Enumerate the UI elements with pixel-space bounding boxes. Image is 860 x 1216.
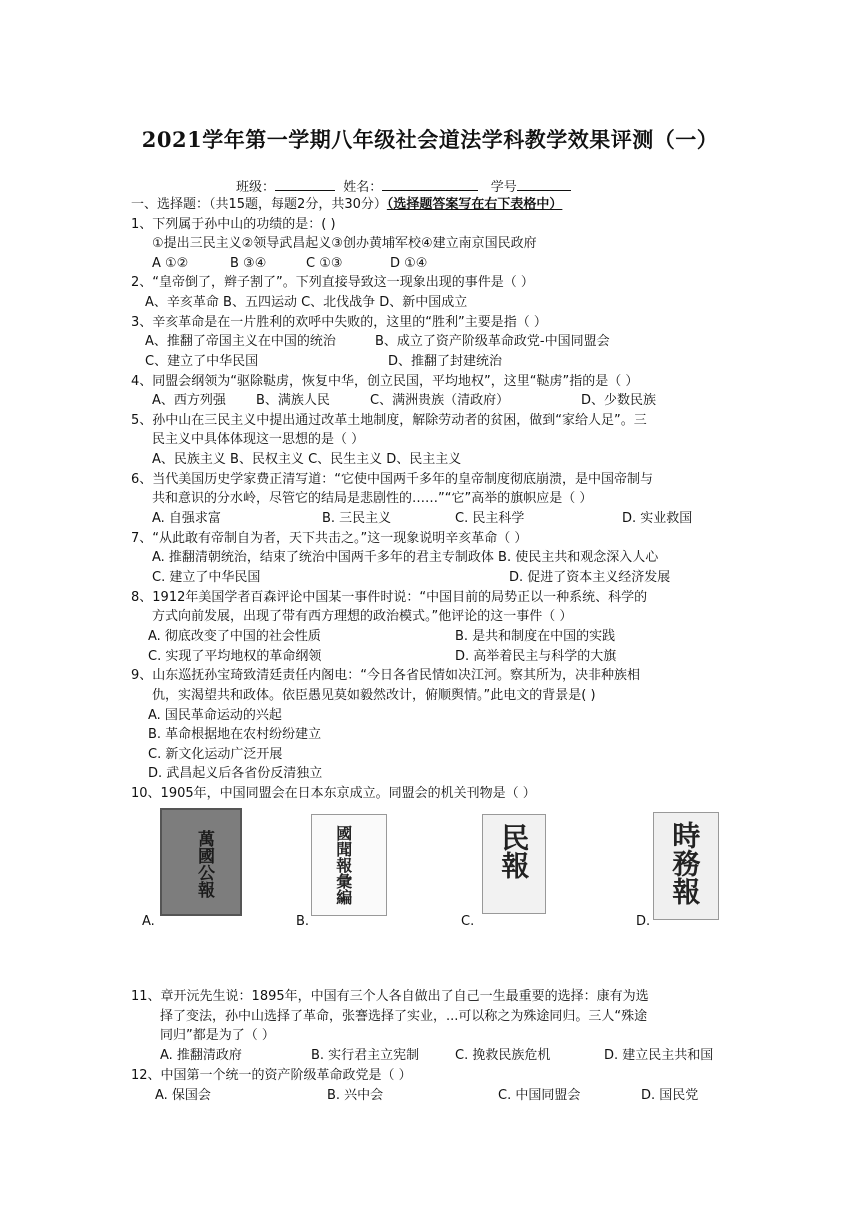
question-stem: ①提出三民主义②领导武昌起义③创办黄埔军校④建立南京国民政府 (152, 236, 537, 251)
option: A. 彻底改变了中国的社会性质 (148, 629, 321, 644)
option: B ③④ (230, 256, 267, 271)
option: A. 保国会 (155, 1088, 211, 1103)
newspaper-title: 時務報 (668, 821, 702, 905)
question-stem: 7、“从此敢有帝制自为者，天下共击之。”这一现象说明辛亥革命（ ） (131, 531, 528, 546)
option: B. 实行君主立宪制 (311, 1048, 420, 1063)
class-label: 班级： (236, 180, 276, 195)
student-id-field[interactable] (517, 178, 571, 191)
option: C. 实现了平均地权的革命纲领 (148, 649, 322, 664)
newspaper-image-c (482, 814, 546, 914)
option-label: C. (461, 914, 475, 929)
option: B、成立了资产阶级革命政党-中国同盟会 (375, 334, 610, 349)
option: A. 国民革命运动的兴起 (148, 708, 282, 723)
question-stem: 择了变法，孙中山选择了革命，张謇选择了实业，...可以称之为殊途同归。三人“殊途 (160, 1009, 648, 1024)
option-label: D. (636, 914, 651, 929)
answer-note: （选择题答案写在右下表格中） (386, 197, 563, 212)
question-stem: 1、下列属于孙中山的功绩的是：( ) (131, 217, 336, 232)
option: A、辛亥革命 B、五四运动 C、北伐战争 D、新中国成立 (145, 295, 468, 310)
newspaper-image-a (160, 808, 242, 916)
class-field[interactable] (275, 178, 335, 191)
option: B. 三民主义 (322, 511, 392, 526)
option: C、建立了中华民国 (145, 354, 259, 369)
question-stem: 9、山东巡抚孙宝琦致清廷责任内阁电：“今日各省民情如决江河。察其所为，决非种族相 (131, 668, 641, 683)
question-stem: 共和意识的分水岭，尽管它的结局是悲剧性的……”“它”高举的旗帜应是（ ） (152, 491, 593, 506)
option: D. 高举着民主与科学的大旗 (455, 649, 617, 664)
option: B. 革命根据地在农村纷纷建立 (148, 727, 322, 742)
option: A、推翻了帝国主义在中国的统治 (145, 334, 336, 349)
question-stem: 8、1912年美国学者百森评论中国某一事件时说：“中国目前的局势正以一种系统、科学的 (131, 590, 648, 605)
question-stem: 2、“皇帝倒了，辫子割了”。下列直接导致这一现象出现的事件是（ ） (131, 275, 534, 290)
option: A ①② (152, 256, 189, 271)
option: C. 建立了中华民国 (152, 570, 261, 585)
name-label: 姓名： (343, 180, 383, 195)
question-stem: 仇，实渴望共和政体。依臣愚见莫如毅然改计，俯顺舆情。”此电文的背景是( ) (152, 688, 596, 703)
option: C. 挽救民族危机 (455, 1048, 551, 1063)
option: A、民族主义 B、民权主义 C、民生主义 D、民主主义 (152, 452, 462, 467)
option: D. 实业救国 (622, 511, 693, 526)
option: C、满洲贵族（清政府） (370, 393, 510, 408)
option: A. 推翻清政府 (160, 1048, 242, 1063)
question-stem: 3、辛亥革命是在一片胜利的欢呼中失败的，这里的“胜利”主要是指（ ） (131, 315, 547, 330)
option-label: A. (142, 914, 155, 929)
newspaper-title: 民報 (497, 823, 531, 879)
page-title: 2021学年第一学期八年级社会道法学科教学效果评测（一） (141, 127, 719, 152)
option: D. 国民党 (641, 1088, 699, 1103)
name-field[interactable] (382, 178, 478, 191)
option: C. 民主科学 (455, 511, 525, 526)
question-stem: 6、当代美国历史学家费正清写道：“它使中国两千多年的皇帝制度彻底崩溃，是中国帝制与 (131, 472, 654, 487)
question-stem: 11、章开沅先生说：1895年，中国有三个人各自做出了自己一生最重要的选择：康有为选 (131, 989, 649, 1004)
option: D. 促进了资本主义经济发展 (509, 570, 671, 585)
option: D. 武昌起义后各省份反清独立 (148, 766, 323, 781)
option: A、西方列强 (152, 393, 226, 408)
newspaper-title: 國聞報彙編 (333, 825, 353, 905)
question-stem: 方式向前发展，出现了带有西方理想的政治模式。”他评论的这一事件（ ） (152, 609, 573, 624)
section-heading: 一、选择题：（共15题，每题2分，共30分）（选择题答案写在右下表格中） (131, 197, 563, 212)
newspaper-image-b (311, 814, 387, 916)
question-stem: 民主义中具体体现这一思想的是（ ） (152, 432, 365, 447)
student-info-line (236, 178, 571, 196)
option: D、少数民族 (581, 393, 657, 408)
question-stem: 12、中国第一个统一的资产阶级革命政党是（ ） (131, 1068, 412, 1083)
question-stem: 5、孙中山在三民主义中提出通过改革土地制度，解除劳动者的贫困，做到“家给人足”。三 (131, 413, 647, 428)
option: B. 兴中会 (327, 1088, 384, 1103)
option: C. 中国同盟会 (498, 1088, 581, 1103)
question-stem: 同归”都是为了（ ） (160, 1028, 275, 1043)
option: A. 自强求富 (152, 511, 221, 526)
option: D ①④ (390, 256, 428, 271)
student-id-label: 学号 (490, 180, 517, 195)
option: B. 是共和制度在中国的实践 (455, 629, 616, 644)
newspaper-title: 萬國公報 (194, 830, 214, 898)
option: B、满族人民 (256, 393, 330, 408)
option: A. 推翻清朝统治，结束了统治中国两千多年的君主专制政体 B. 使民主共和观念深入人心 (152, 550, 659, 565)
option: C. 新文化运动广泛开展 (148, 747, 283, 762)
option-label: B. (296, 914, 310, 929)
question-stem: 10、1905年，中国同盟会在日本东京成立。同盟会的机关刊物是（ ） (131, 786, 536, 801)
option: C ①③ (306, 256, 343, 271)
option: D. 建立民主共和国 (604, 1048, 714, 1063)
option: D、推翻了封建统治 (388, 354, 503, 369)
question-stem: 4、同盟会纲领为“驱除鞑虏，恢复中华，创立民国，平均地权”，这里“鞑虏”指的是（ ） (131, 374, 639, 389)
newspaper-image-d (653, 812, 719, 920)
